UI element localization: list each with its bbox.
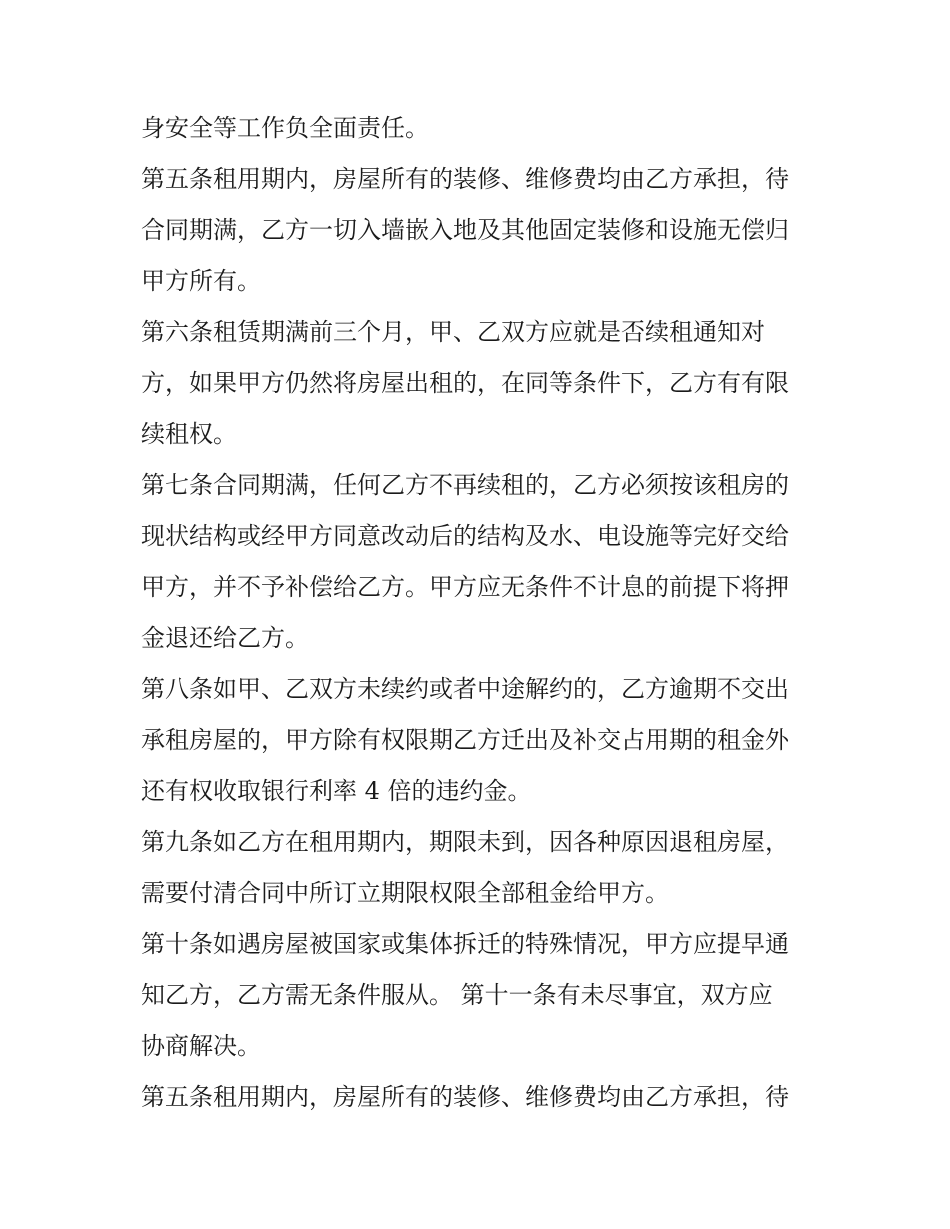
text-line: 第九条如乙方在租用期内，期限未到，因各种原因退租房屋， <box>141 828 789 856</box>
text-line: 第五条租用期内，房屋所有的装修、维修费均由乙方承担，待 <box>141 1083 789 1111</box>
text-line: 甲方所有。 <box>141 267 261 295</box>
text-line: 承租房屋的，甲方除有权限期乙方迁出及补交占用期的租金外 <box>141 726 789 754</box>
text-line: 第十条如遇房屋被国家或集体拆迁的特殊情况，甲方应提早通 <box>141 930 789 958</box>
text-line: 需要付清合同中所订立期限权限全部租金给甲方。 <box>141 879 669 907</box>
text-line: 第五条租用期内，房屋所有的装修、维修费均由乙方承担，待 <box>141 165 789 193</box>
text-line: 现状结构或经甲方同意改动后的结构及水、电设施等完好交给 <box>141 522 789 550</box>
text-line: 身安全等工作负全面责任。 <box>141 114 429 142</box>
text-line: 方，如果甲方仍然将房屋出租的，在同等条件下，乙方有有限 <box>141 369 789 397</box>
text-line: 第八条如甲、乙双方未续约或者中途解约的，乙方逾期不交出 <box>141 675 789 703</box>
text-line: 第七条合同期满，任何乙方不再续租的，乙方必须按该租房的 <box>141 471 789 499</box>
text-line: 知乙方，乙方需无条件服从。 第十一条有未尽事宜，双方应 <box>141 981 773 1009</box>
text-line: 甲方，并不予补偿给乙方。甲方应无条件不计息的前提下将押 <box>141 573 789 601</box>
text-line: 金退还给乙方。 <box>141 624 309 652</box>
text-line: 合同期满，乙方一切入墙嵌入地及其他固定装修和设施无偿归 <box>141 216 789 244</box>
text-line: 第六条租赁期满前三个月，甲、乙双方应就是否续租通知对 <box>141 318 765 346</box>
text-line: 协商解决。 <box>141 1032 261 1060</box>
text-line: 续租权。 <box>141 420 237 448</box>
text-line: 还有权收取银行利率 4 倍的违约金。 <box>141 777 532 805</box>
